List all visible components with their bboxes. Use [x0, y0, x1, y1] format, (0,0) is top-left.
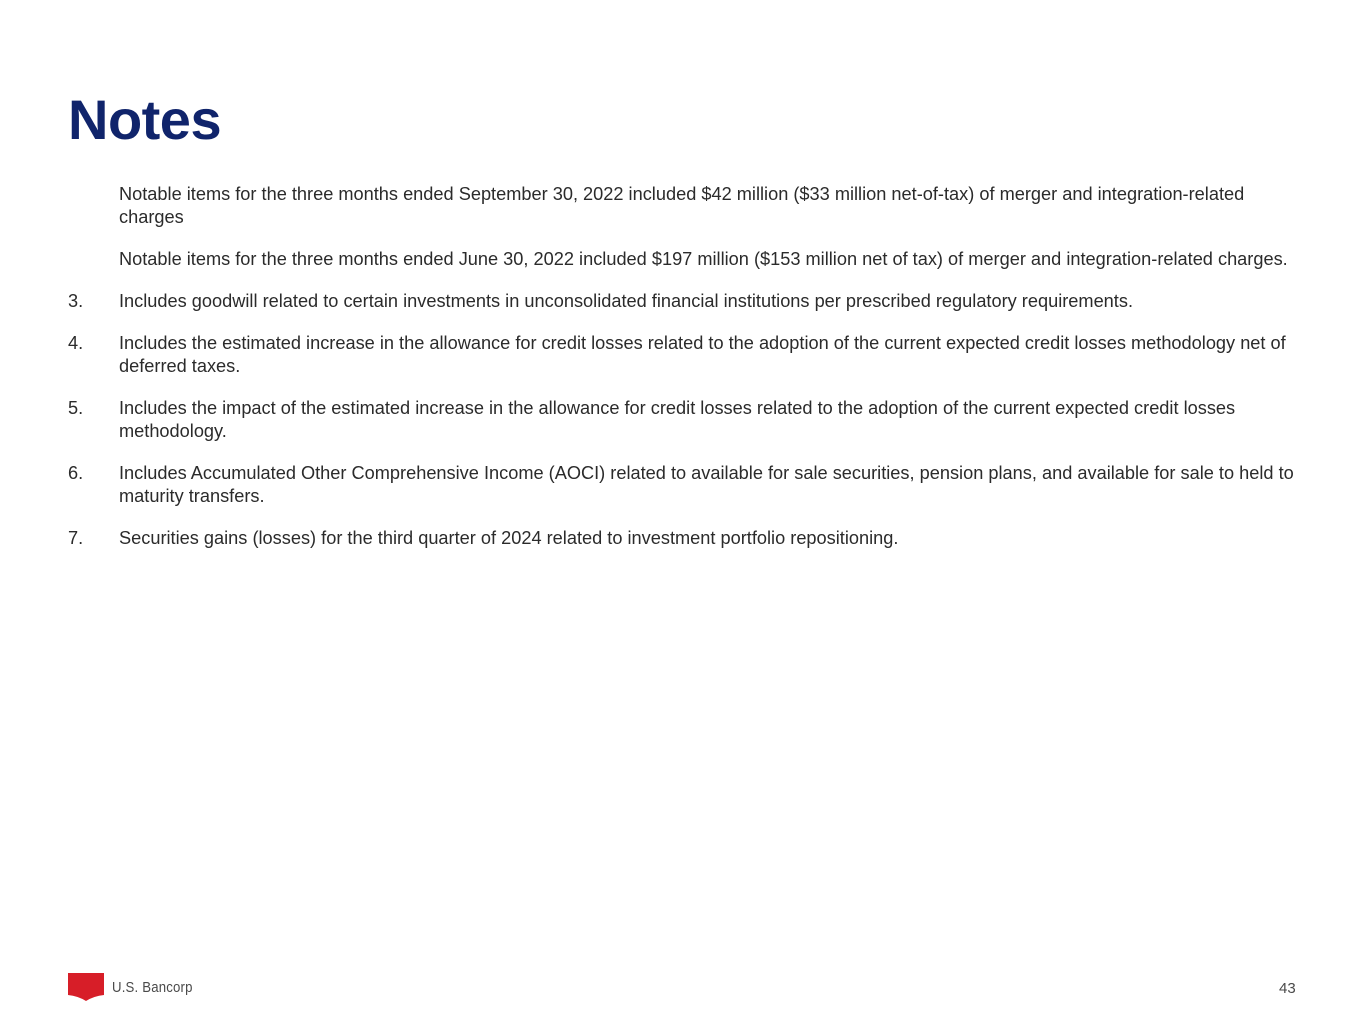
note-item: [68, 397, 1303, 443]
note-number: 5.: [68, 398, 84, 418]
note-number: 6.: [68, 463, 84, 483]
note-number: [68, 183, 119, 229]
company-logo: [68, 972, 204, 1002]
page-number: 43: [1279, 980, 1296, 997]
note-number: 4.: [68, 333, 84, 353]
page-title: Notes: [68, 88, 222, 151]
note-text: Notable items for the three months ended June 30, 2022 included $197 million ($153 million net of tax) of merger and integration-related charges.: [119, 249, 1288, 269]
note-number: 7.: [68, 528, 84, 548]
note-item: [68, 290, 1303, 313]
note-text: Securities gains (losses) for the third quarter of 2024 related to investment portfolio repositioning.: [119, 528, 899, 548]
shield-icon: [68, 972, 104, 1002]
note-item: [68, 183, 1303, 229]
note-text: Includes goodwill related to certain investments in unconsolidated financial institutions per prescribed regulatory requirements.: [119, 291, 1133, 311]
notes-list: [68, 183, 1303, 569]
note-item: [68, 527, 1303, 550]
brand-name: U.S. Bancorp: [112, 978, 193, 996]
note-item: [68, 462, 1303, 508]
note-item: [68, 332, 1303, 378]
note-text: Includes Accumulated Other Comprehensive Income (AOCI) related to available for sale securities, pension plans, and available for sale to held to maturity transfers.: [119, 463, 1294, 506]
note-number: [68, 248, 119, 271]
note-text: Notable items for the three months ended September 30, 2022 included $42 million ($33 million net-of-tax) of merger and integration-related charges: [119, 184, 1245, 227]
note-item: [68, 248, 1303, 271]
note-number: 3.: [68, 291, 84, 311]
note-text: Includes the impact of the estimated increase in the allowance for credit losses related to the adoption of the current expected credit losses methodology.: [119, 398, 1236, 441]
note-text: Includes the estimated increase in the allowance for credit losses related to the adoption of the current expected credit losses methodology net of deferred taxes.: [119, 333, 1286, 376]
